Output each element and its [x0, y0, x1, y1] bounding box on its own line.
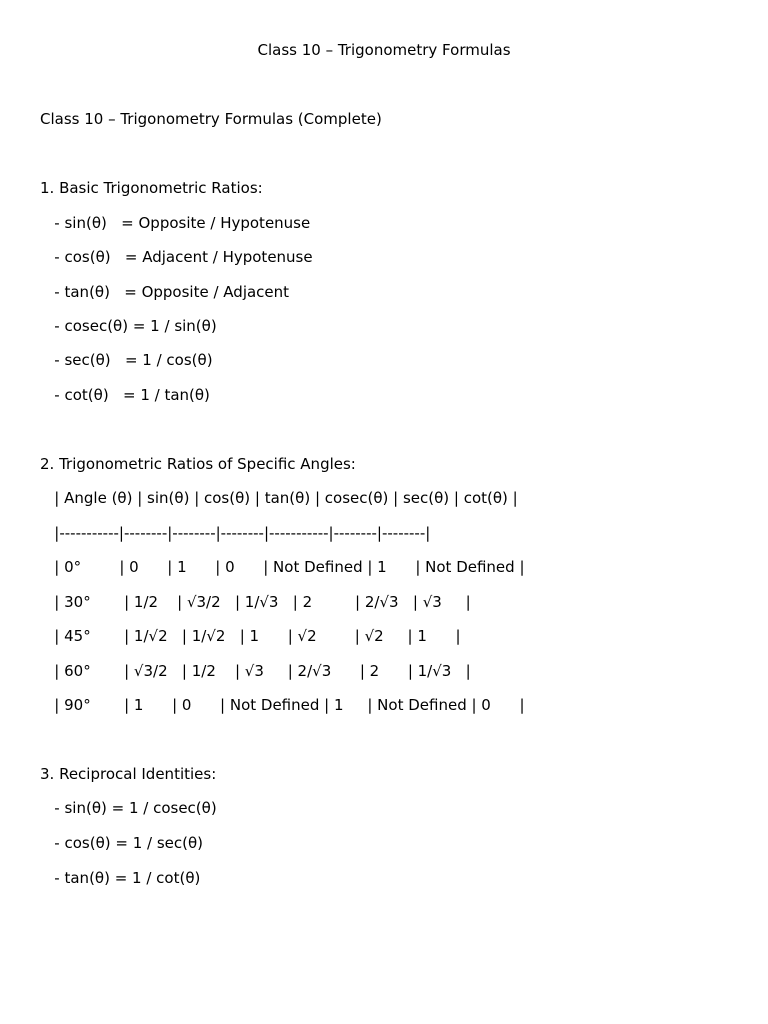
formula-line-cos: - cos(θ) = Adjacent / Hypotenuse — [40, 248, 313, 266]
document-title: Class 10 – Trigonometry Formulas (Complete) — [40, 110, 382, 128]
table-row-30-deg: | 30° | 1/2 | √3/2 | 1/√3 | 2 | 2/√3 | √3 | — [40, 593, 471, 611]
table-separator-row: |-----------|--------|--------|--------|-----------|--------|--------| — [40, 524, 431, 542]
identity-line-sin: - sin(θ) = 1 / cosec(θ) — [40, 799, 217, 817]
formula-line-tan: - tan(θ) = Opposite / Adjacent — [40, 283, 290, 301]
page-header: Class 10 – Trigonometry Formulas — [257, 41, 511, 59]
formula-line-cot: - cot(θ) = 1 / tan(θ) — [40, 386, 210, 404]
formula-line-sec: - sec(θ) = 1 / cos(θ) — [40, 351, 213, 369]
table-row-45-deg: | 45° | 1/√2 | 1/√2 | 1 | √2 | √2 | 1 | — [40, 627, 461, 645]
section-heading-specific-angles: 2. Trigonometric Ratios of Specific Angles: — [40, 455, 356, 473]
table-row-0-deg: | 0° | 0 | 1 | 0 | Not Defined | 1 | Not Defined | — [40, 558, 525, 576]
formula-line-cosec: - cosec(θ) = 1 / sin(θ) — [40, 317, 217, 335]
identity-line-tan: - tan(θ) = 1 / cot(θ) — [40, 869, 201, 887]
section-heading-reciprocal-identities: 3. Reciprocal Identities: — [40, 765, 217, 783]
table-header-row: | Angle (θ) | sin(θ) | cos(θ) | tan(θ) | cosec(θ) | sec(θ) | cot(θ) | — [40, 489, 518, 507]
table-row-60-deg: | 60° | √3/2 | 1/2 | √3 | 2/√3 | 2 | 1/√3 | — [40, 662, 471, 680]
section-heading-basic-ratios: 1. Basic Trigonometric Ratios: — [40, 179, 263, 197]
identity-line-cos: - cos(θ) = 1 / sec(θ) — [40, 834, 204, 852]
formula-line-sin: - sin(θ) = Opposite / Hypotenuse — [40, 214, 311, 232]
table-row-90-deg: | 90° | 1 | 0 | Not Defined | 1 | Not Defined | 0 | — [40, 696, 525, 714]
